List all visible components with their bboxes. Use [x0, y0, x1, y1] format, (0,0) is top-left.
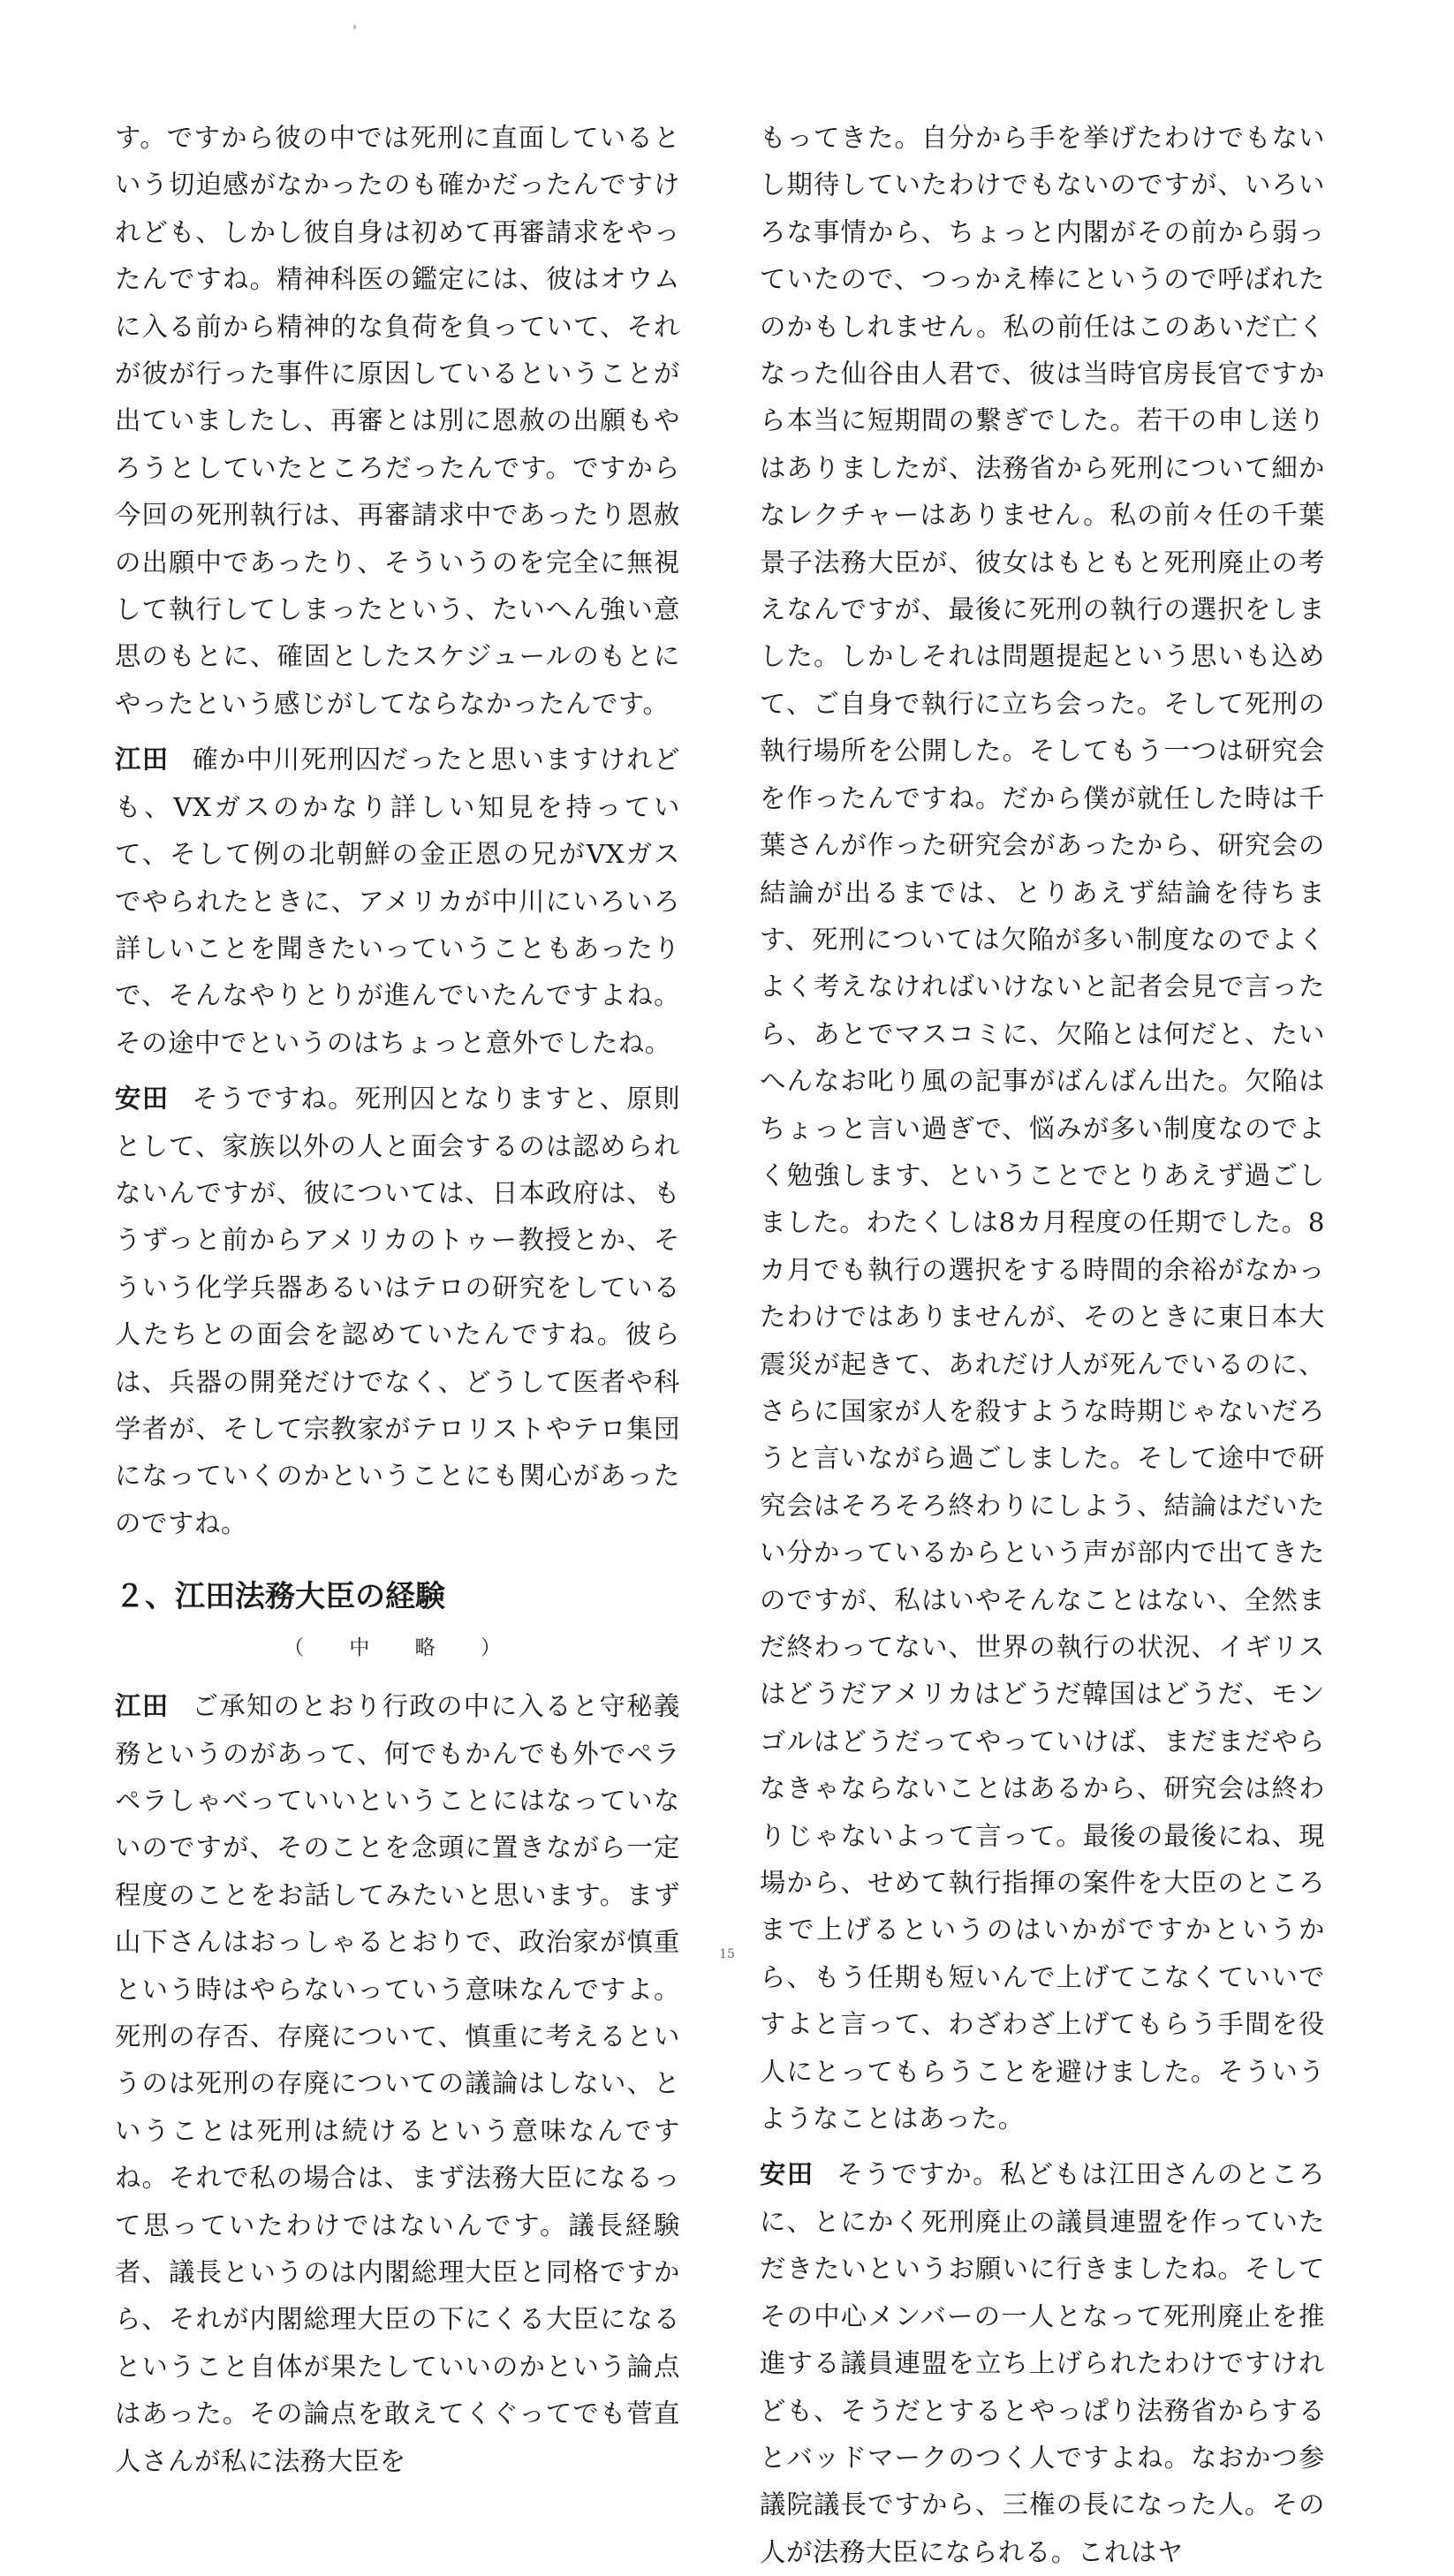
page-number: 15	[719, 1947, 735, 1961]
scan-mark	[353, 25, 356, 29]
paragraph-text: す。ですから彼の中では死刑に直面しているという切迫感がなかったのも確かだったんですけれども、しかし彼自身は初めて再審請求をやったんですね。精神科医の鑑定には、彼はオウムに入る前から精神的な負荷を負っていて、それが彼が行った事件に原因しているということが出ていましたし、再審とは別に恩赦の出願もやろうとしていたところだったんです。ですから今回の死刑執行は、再審請求中であったり恩赦の出願中であったり、そういうのを完全に無視して執行してしまったという、たいへん強い意思のもとに、確固としたスケジュールのもとにやったという感じがしてならなかったんです。	[115, 123, 680, 719]
paragraph	[115, 115, 680, 728]
speaker-name: 安田	[115, 1084, 170, 1114]
left-column	[115, 115, 680, 2485]
right-column	[760, 115, 1325, 2576]
speaker-name: 江田	[115, 744, 170, 775]
omission-marker: （ 中 略 ）	[284, 1636, 511, 1660]
paragraph	[115, 1683, 680, 2485]
paragraph-text: ご承知のとおり行政の中に入ると守秘義務というのがあって、何でもかんでも外でペラペラしゃべっていいということにはなっていないのですが、そのことを念頭に置きながら一定程度のことをお話してみたいと思います。まず山下さんはおっしゃるとおりで、政治家が慎重という時はやらないっていう意味なんですよ。死刑の存否、存廃について、慎重に考えるというのは死刑の存廃についての議論はしない、ということは死刑は続けるという意味なんですね。それで私の場合は、まず法務大臣になるって思っていたわけではないんです。議長経験者、議長というのは内閣総理大臣と同格ですから、それが内閣総理大臣の下にくる大臣になるということ自体が果たしていいのかという論点はあった。その論点を敢えてくぐってでも菅直人さんが私に法務大臣を	[115, 1691, 680, 2476]
paragraph	[115, 737, 680, 1067]
paragraph	[115, 1076, 680, 1547]
paragraph-text: 確か中川死刑囚だったと思いますけれども、VXガスのかなり詳しい知見を持っていて、そして例の北朝鮮の金正恩の兄がVXガスでやられたときに、アメリカが中川にいろいろ詳しいことを聞きたいっていうこともあったりで、そんなやりとりが進んでいたんですよね。その途中でというのはちょっと意外でしたね。	[115, 744, 680, 1058]
paragraph	[760, 2151, 1325, 2576]
paragraph	[760, 115, 1325, 2142]
paragraph-text: もってきた。自分から手を挙げたわけでもないし期待していたわけでもないのですが、いろいろな事情から、ちょっと内閣がその前から弱っていたので、つっかえ棒にというので呼ばれたのかもしれません。私の前任はこのあいだ亡くなった仙谷由人君で、彼は当時官房長官ですから本当に短期間の繋ぎでした。若干の申し送りはありましたが、法務省から死刑について細かなレクチャーはありません。私の前々任の千葉景子法務大臣が、彼女はもともと死刑廃止の考えなんですが、最後に死刑の執行の選択をしました。しかしそれは問題提起という思いも込めて、ご自身で執行に立ち会った。そして死刑の執行場所を公開した。そしてもう一つは研究会を作ったんですね。だから僕が就任した時は千葉さんが作った研究会があったから、研究会の結論が出るまでは、とりあえず結論を待ちます、死刑については欠陥が多い制度なのでよくよく考えなければいけないと記者会見で言ったら、あとでマスコミに、欠陥とは何だと、たいへんなお叱り風の記事がばんばん出た。欠陥はちょっと言い過ぎで、悩みが多い制度なのでよく勉強します、ということでとりあえず過ごしました。わたくしは8カ月程度の任期でした。8カ月でも執行の選択をする時間的余裕がなかったわけではありませんが、そのときに東日本大震災が起きて、あれだけ人が死んでいるのに、さらに国家が人を殺すような時期じゃないだろうと言いながら過ごしました。そして途中で研究会はそろそろ終わりにしよう、結論はだいたい分かっているからという声が部内で出てきたのですが、私はいやそんなことはない、全然まだ終わってない、世界の執行の状況、イギリスはどうだアメリカはどうだ韓国はどうだ、モンゴルはどうだってやっていけば、まだまだやらなきゃならないことはあるから、研究会は終わりじゃないよって言って。最後の最後にね、現場から、せめて執行指揮の案件を大臣のところまで上げるというのはいかがですかというから、もう任期も短いんで上げてこなくていいですよと言って、わざわざ上げてもらう手間を役人にとってもらうことを避けました。そういうようなことはあった。	[760, 123, 1325, 2134]
section-heading: ２、江田法務大臣の経験	[115, 1579, 445, 1615]
paragraph-text: そうですね。死刑囚となりますと、原則として、家族以外の人と面会するのは認められないんですが、彼については、日本政府は、もうずっと前からアメリカのトゥー教授とか、そういう化学兵器あるいはテロの研究をしている人たちとの面会を認めていたんですね。彼らは、兵器の開発だけでなく、どうして医者や科学者が、そして宗教家がテロリストやテロ集団になっていくのかということにも関心があったのですね。	[115, 1084, 680, 1538]
paragraph-text: そうですか。私どもは江田さんのところに、とにかく死刑廃止の議員連盟を作っていただきたいというお願いに行きましたね。そしてその中心メンバーの一人となって死刑廃止を推進する議員連盟を立ち上げられたわけですけれども、そうだとするとやっぱり法務省からするとバッドマークのつく人ですよね。なおかつ参議院議長ですから、三権の長になった人。その人が法務大臣になられる。これはヤ	[760, 2159, 1325, 2567]
speaker-name: 江田	[115, 1691, 170, 1722]
speaker-name: 安田	[760, 2159, 814, 2190]
